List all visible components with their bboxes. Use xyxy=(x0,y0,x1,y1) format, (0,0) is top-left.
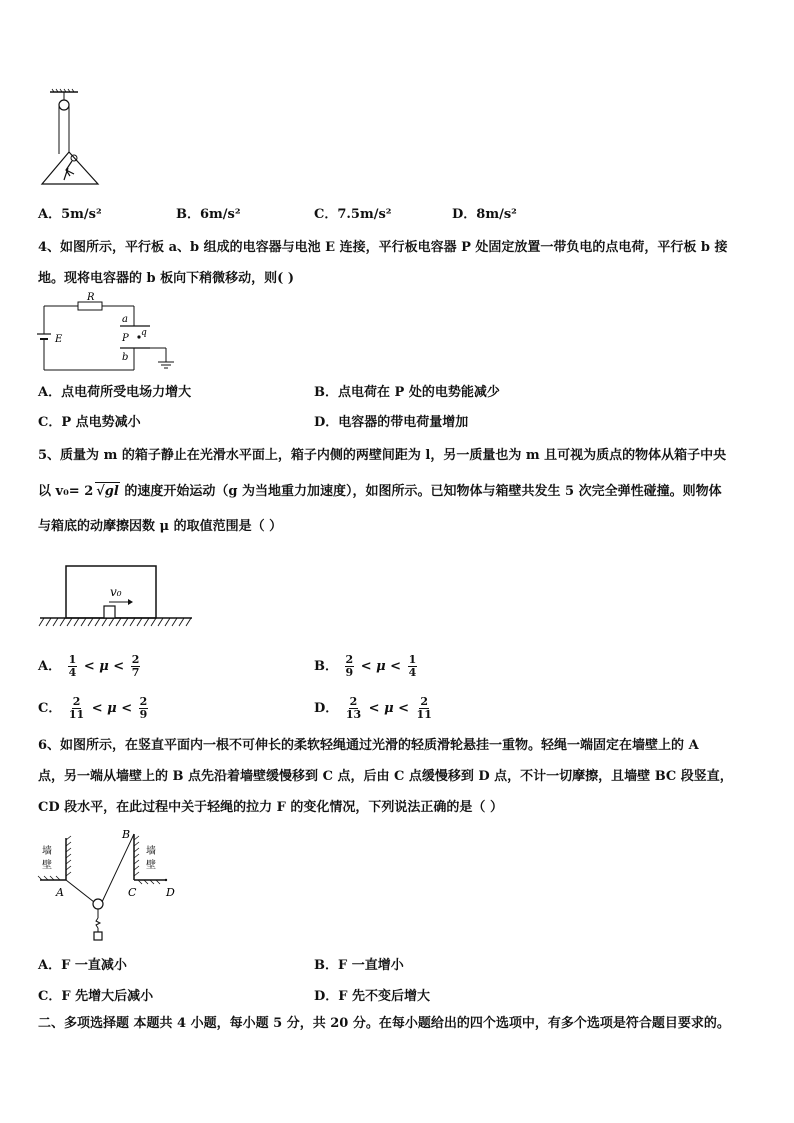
q5-option-a-left-den: 4 xyxy=(68,666,77,679)
q5-option-a-right-num: 2 xyxy=(131,653,140,666)
q5-option-c-left-num: 2 xyxy=(72,695,81,708)
section2-heading: 二、多项选择题 本题共 4 小题，每小题 5 分，共 20 分。在每小题给出的四个选项中，有多个选项是符合题目要求的。 xyxy=(38,1016,730,1031)
q4-circuit-figure xyxy=(34,292,184,376)
q6-label-d: D xyxy=(166,886,175,899)
q5-sqrt-arg: gl xyxy=(104,484,119,499)
q5-option-b xyxy=(314,654,419,679)
q5-option-c-left-den: 11 xyxy=(68,708,85,721)
q5-option-d-letter: D． xyxy=(314,701,339,716)
q4-option-b: B．点电荷在 P 处的电势能减少 xyxy=(314,385,500,400)
q6-label-wall1-b: 壁 xyxy=(42,860,52,871)
q6-label-c: C xyxy=(128,886,137,899)
q6-label-wall1-a: 墙 xyxy=(42,846,52,857)
q3-option-a: A．5m/s² xyxy=(38,207,102,222)
q5-text-line2 xyxy=(38,482,722,501)
q6-option-c: C．F 先增大后减小 xyxy=(38,989,154,1004)
q4-option-a: A．点电荷所受电场力增大 xyxy=(38,385,192,400)
q4-label-p: P xyxy=(122,333,129,344)
q5-option-b-right-num: 1 xyxy=(408,653,417,666)
q5-option-d-mid: < μ < xyxy=(368,701,410,716)
q3-option-c: C．7.5m/s² xyxy=(314,207,392,222)
q4-label-q: q xyxy=(141,328,147,338)
q5-text-line1: 5、质量为 m 的箱子静止在光滑水平面上，箱子内侧的两壁间距为 l，另一质量也为 m 且可视为质点的物体从箱子中央 xyxy=(38,448,727,463)
q5-option-b-letter: B． xyxy=(314,659,338,674)
q5-option-b-left-num: 2 xyxy=(345,653,354,666)
q5-option-d xyxy=(314,696,435,721)
q5-option-a-mid: < μ < xyxy=(83,659,125,674)
q5-option-d-right-num: 2 xyxy=(420,695,429,708)
q6-option-b: B．F 一直增小 xyxy=(314,958,404,973)
q6-text-line1: 6、如图所示，在竖直平面内一根不可伸长的柔软轻绳通过光滑的轻质滑轮悬挂一重物。轻绳一端固定在墙壁上的 A xyxy=(38,738,699,753)
q5-option-d-right-den: 11 xyxy=(416,708,432,721)
q6-label-a: A xyxy=(56,886,64,899)
q6-text-line2: 点，另一端从墙壁上的 B 点先沿着墙壁缓慢移到 C 点，后由 C 点缓慢移到 D 点，不计一切摩擦，且墙壁 BC 段竖直， xyxy=(38,769,733,784)
q6-option-d: D．F 先不变后增大 xyxy=(314,989,431,1004)
q4-text-line2: 地。现将电容器的 b 板向下稍微移动，则( ) xyxy=(38,271,294,286)
q4-option-c: C．P 点电势减小 xyxy=(38,415,141,430)
q6-label-wall2-b: 壁 xyxy=(146,860,156,871)
q4-label-a: a xyxy=(122,314,128,325)
q5-sqrt: √gl xyxy=(96,484,119,499)
q3-pulley-figure xyxy=(38,88,110,188)
q5-option-c-mid: < μ < xyxy=(91,701,133,716)
q5-option-b-left-den: 9 xyxy=(345,666,354,679)
q6-label-wall2-a: 墙 xyxy=(146,846,156,857)
q6-label-b: B xyxy=(122,828,131,841)
q5-option-d-left-num: 2 xyxy=(349,695,358,708)
q3-option-d: D．8m/s² xyxy=(452,207,517,222)
q5-option-c-letter: C． xyxy=(38,701,62,716)
q4-text-line1: 4、如图所示，平行板 a、b 组成的电容器与电池 E 连接，平行板电容器 P 处固定放置一带负电的点电荷，平行板 b 接 xyxy=(38,240,728,255)
q5-line2-post: 的速度开始运动（g 为当地重力加速度），如图所示。已知物体与箱壁共发生 5 次完全弹性碰撞。则物体 xyxy=(119,484,722,499)
q5-option-c xyxy=(38,696,150,721)
q6-wall-pulley-figure xyxy=(36,826,186,944)
q4-label-r: R xyxy=(87,292,95,303)
q5-option-a xyxy=(38,654,142,679)
q3-option-b: B．6m/s² xyxy=(176,207,241,222)
q5-option-a-letter: A． xyxy=(38,659,62,674)
q5-option-b-mid: < μ < xyxy=(360,659,402,674)
q5-label-v0: v₀ xyxy=(110,585,122,599)
q4-label-e: E xyxy=(55,334,63,345)
q5-option-a-left-num: 1 xyxy=(68,653,77,666)
q5-option-c-right-den: 9 xyxy=(139,708,148,721)
q5-option-a-right-den: 7 xyxy=(131,666,140,679)
q5-option-c-right-num: 2 xyxy=(139,695,148,708)
q6-option-a: A．F 一直减小 xyxy=(38,958,127,973)
q4-option-d: D．电容器的带电荷量增加 xyxy=(314,415,469,430)
q5-box-figure xyxy=(38,562,194,632)
q4-label-b: b xyxy=(122,352,129,363)
q5-text-line3: 与箱底的动摩擦因数 μ 的取值范围是（ ） xyxy=(38,519,283,534)
q5-option-b-right-den: 4 xyxy=(408,666,417,679)
q5-line2-pre: 以 v₀= 2 xyxy=(38,484,94,499)
q5-option-d-left-den: 13 xyxy=(345,708,362,721)
q6-text-line3: CD 段水平，在此过程中关于轻绳的拉力 F 的变化情况，下列说法正确的是（ ） xyxy=(38,800,503,815)
